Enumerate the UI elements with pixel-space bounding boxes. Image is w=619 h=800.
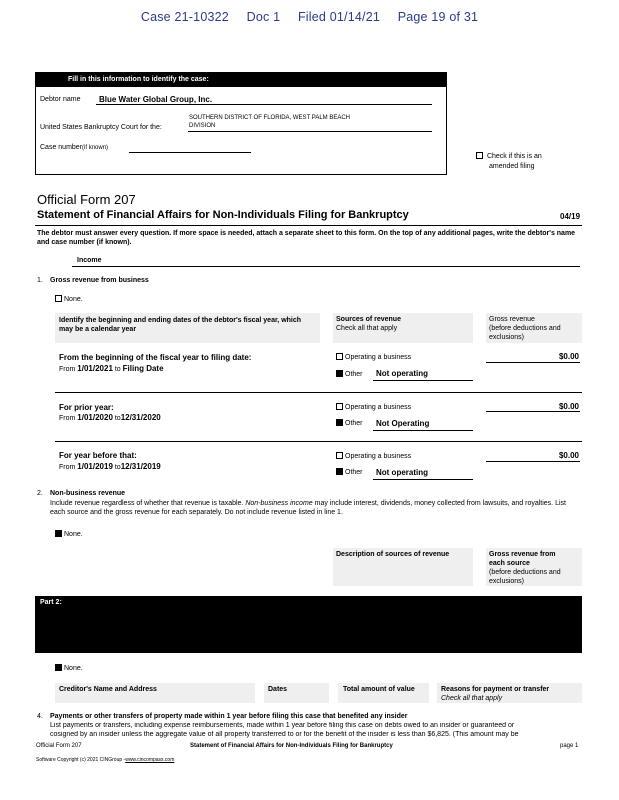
form-title: Official Form 207 <box>37 192 136 207</box>
debtor-name-label: Debtor name <box>40 96 81 103</box>
row1-amount-line <box>486 362 580 363</box>
case-header-stamp <box>0 10 619 24</box>
row3-to-value: 12/31/2019 <box>120 462 161 471</box>
part2-col1-header: Creditor's Name and Address <box>59 686 157 693</box>
amended-filing-checkbox-row[interactable] <box>476 152 542 160</box>
case-number-label: Case number(if known) <box>40 144 109 151</box>
q1-col2-sub: Check all that apply <box>336 325 398 332</box>
row1-divider <box>55 392 582 393</box>
footer-form-name: Official Form 207 <box>36 743 82 749</box>
row2-dates: From 1/01/2020 to12/31/2020 <box>59 413 161 422</box>
row3-from-value: 1/01/2019 <box>77 462 113 471</box>
row1-other-line <box>373 380 473 381</box>
q1-col3-sub: (before deductions and exclusions) <box>489 325 561 341</box>
row3-amount[interactable]: $0.00 <box>558 451 579 460</box>
part2-none-row[interactable]: None. <box>55 664 83 672</box>
q1-none-label: None. <box>64 296 83 303</box>
row2-operating-row[interactable]: Operating a business <box>336 403 411 411</box>
row1-other-checkbox[interactable] <box>336 370 343 377</box>
row1-amount[interactable]: $0.00 <box>558 352 579 361</box>
q2-col2-header-1: Gross revenue from <box>489 551 556 558</box>
row2-label: For prior year: <box>59 403 114 412</box>
row3-dates: From 1/01/2019 to12/31/2019 <box>59 462 161 471</box>
court-label: United States Bankruptcy Court for the: <box>40 124 162 131</box>
debtor-name-value[interactable]: Blue Water Global Group, Inc. <box>99 95 213 104</box>
row2-other-row[interactable]: Other <box>336 419 363 427</box>
row3-operating-checkbox[interactable] <box>336 452 343 459</box>
part2-col3-header: Total amount of value <box>343 686 415 693</box>
amended-label-2: amended filing <box>489 163 535 170</box>
part2-col4-header: Reasons for payment or transfer <box>441 686 550 693</box>
footer-page-number: page 1 <box>560 743 579 749</box>
q1-number: 1. <box>37 277 43 284</box>
row2-amount-line <box>486 411 580 412</box>
court-value-line1[interactable]: SOUTHERN DISTRICT OF FLORIDA, WEST PALM BEACH <box>189 115 351 121</box>
row1-from-value: 1/01/2021 <box>77 364 113 373</box>
q4-text-1: List payments or transfers, including expense reimbursements, made within 1 year before filing this case on debts owed to an insider or guaranteed or <box>50 722 515 729</box>
row1-to-value: Filing Date <box>122 364 164 373</box>
q4-number: 4. <box>37 713 43 720</box>
q1-col1-header: Identify the beginning and ending dates of the debtor's fiscal year, which may be a calendar year <box>59 317 302 333</box>
case-number-field[interactable] <box>129 152 251 153</box>
q2-col2-header-4: exclusions) <box>489 578 525 585</box>
q1-col3-header: Gross revenue <box>489 316 535 323</box>
footer-link[interactable]: www.cincompass.com <box>125 757 175 763</box>
q2-text: Include revenue regardless of whether that revenue is taxable. Non-business income may include interest, dividends, money collected from lawsuits, and royalties. List each source and the gross revenue for each separately. Do not include revenue listed in line 1. <box>50 500 566 516</box>
row2-other-line <box>373 430 473 431</box>
part2-label: Part 2: <box>40 599 62 606</box>
part1-heading-rule <box>72 266 580 267</box>
row2-other-checkbox[interactable] <box>336 419 343 426</box>
row1-operating-row[interactable]: Operating a business <box>336 353 411 361</box>
part2-none-checkbox[interactable] <box>55 664 62 671</box>
form-subtitle: Statement of Financial Affairs for Non-Individuals Filing for Bankruptcy <box>37 209 409 221</box>
row3-operating-row[interactable]: Operating a business <box>336 452 411 460</box>
court-line <box>188 131 432 132</box>
q2-col2-header-2: each source <box>489 560 530 567</box>
doc-number-stamp: Doc 1 <box>246 10 281 24</box>
q4-text-2: cosigned by an insider unless the aggregate value of all property transferred to or for the benefit of the insider is less than $6,825. (This amount may be <box>50 731 519 738</box>
row3-amount-line <box>486 461 580 462</box>
q2-none-row[interactable]: None. <box>55 530 83 538</box>
row3-label: For year before that: <box>59 451 137 460</box>
case-identification-box <box>35 72 447 175</box>
row3-other-value[interactable]: Not operating <box>376 468 428 477</box>
q2-title: Non-business revenue <box>50 490 126 497</box>
q1-none-row[interactable] <box>55 295 83 303</box>
row2-other-value[interactable]: Not Operating <box>376 419 430 428</box>
debtor-name-line <box>96 104 432 105</box>
q1-title: Gross revenue from business <box>50 277 149 284</box>
row2-operating-checkbox[interactable] <box>336 403 343 410</box>
amended-label-1: Check if this is an <box>486 153 542 160</box>
title-rule <box>35 225 582 226</box>
amended-filing-checkbox[interactable] <box>476 152 483 159</box>
page-count-stamp: Page 19 of 31 <box>397 10 479 24</box>
q4-title: Payments or other transfers of property made within 1 year before filing this case that benefited any insider <box>50 713 408 720</box>
part2-col2-header: Dates <box>268 686 288 693</box>
row2-divider <box>55 441 582 442</box>
q2-col2-header-3: (before deductions and <box>489 569 561 576</box>
idbox-title: Fill in this information to identify the case: <box>36 73 446 87</box>
part2-banner <box>35 596 582 653</box>
row3-other-line <box>373 479 473 480</box>
row1-other-value[interactable]: Not operating <box>376 369 428 378</box>
form-instructions: The debtor must answer every question. If more space is needed, attach a separate sheet to this form. On the top of any additional pages, write the debtor's name and case number (if known). <box>37 230 576 246</box>
filed-date-stamp: Filed 01/14/21 <box>297 10 380 24</box>
q1-col2-header: Sources of revenue <box>336 316 401 323</box>
part2-col4-sub: Check all that apply <box>441 695 503 702</box>
part1-heading: Income <box>77 257 102 264</box>
row1-dates: From 1/01/2021 to Filing Date <box>59 364 164 373</box>
row2-amount[interactable]: $0.00 <box>558 402 579 411</box>
footer-copyright: Software Copyright (c) 2021 CINGroup -www.cincompass.com <box>36 757 175 763</box>
row1-other-row[interactable]: Other <box>336 370 363 378</box>
q2-number: 2. <box>37 490 43 497</box>
court-value-line2[interactable]: DIVISION <box>189 123 216 129</box>
row2-from-value: 1/01/2020 <box>77 413 113 422</box>
form-date: 04/19 <box>560 212 581 221</box>
footer-form-title: Statement of Financial Affairs for Non-Individuals Filing for Bankruptcy <box>190 743 393 749</box>
q2-col1-header: Description of sources of revenue <box>336 551 450 558</box>
row3-other-row[interactable]: Other <box>336 468 363 476</box>
q2-none-checkbox[interactable] <box>55 530 62 537</box>
q1-none-checkbox[interactable] <box>55 295 62 302</box>
row3-other-checkbox[interactable] <box>336 468 343 475</box>
row2-to-value: 12/31/2020 <box>120 413 161 422</box>
row1-operating-checkbox[interactable] <box>336 353 343 360</box>
row1-label: From the beginning of the fiscal year to filing date: <box>59 353 252 362</box>
case-number-stamp: Case 21-10322 <box>140 10 229 24</box>
